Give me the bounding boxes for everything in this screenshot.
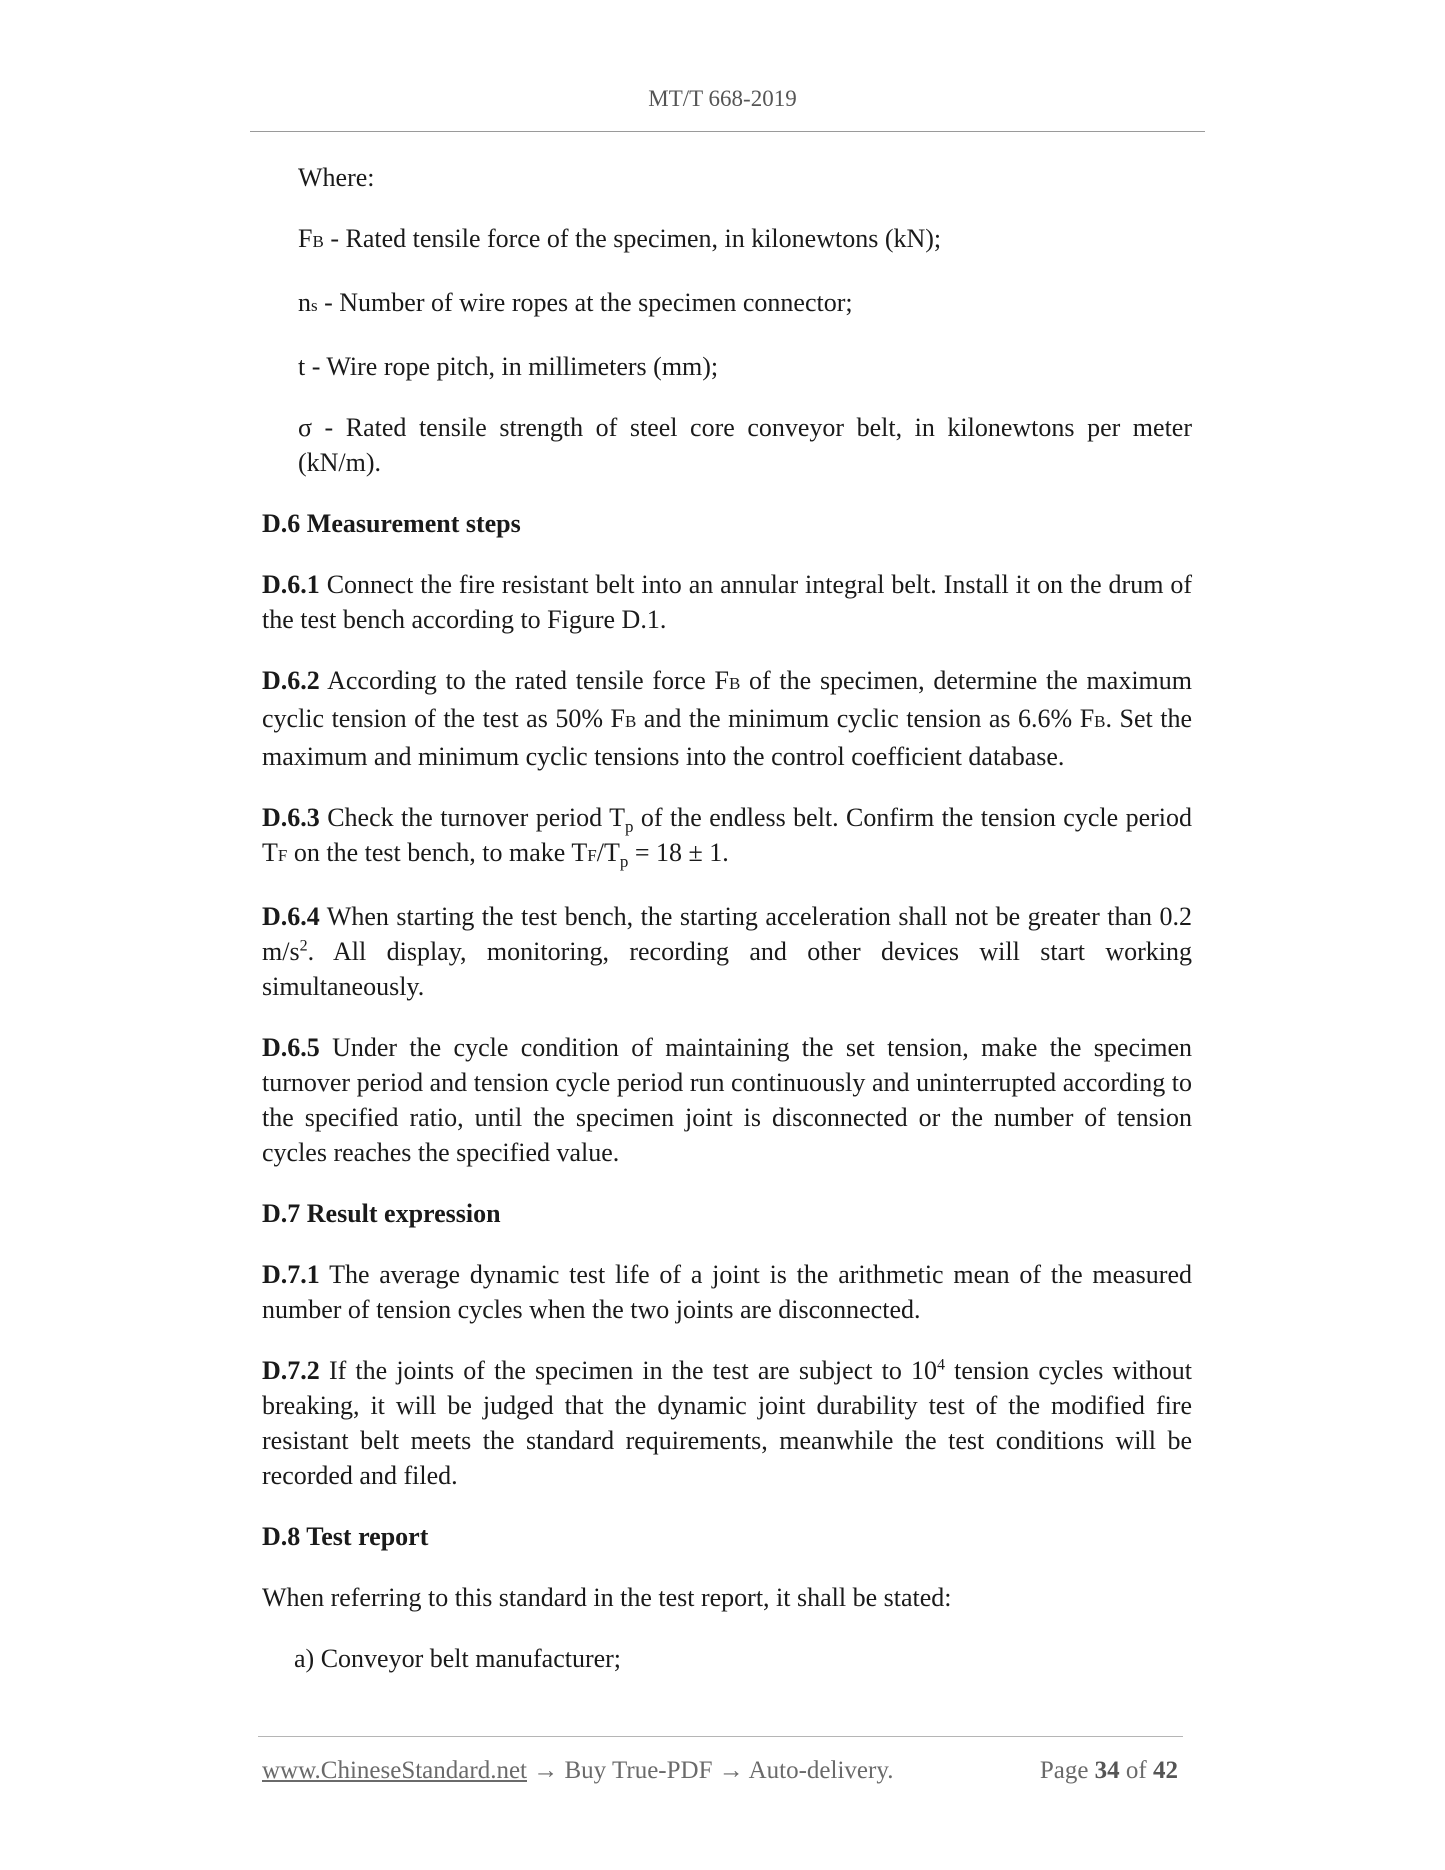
definition-sigma: σ - Rated tensile strength of steel core conveyor belt, in kilonewtons per meter (kN/m). bbox=[298, 413, 1192, 477]
ns-description: - Number of wire ropes at the specimen connector; bbox=[317, 288, 853, 317]
fb-description: - Rated tensile force of the specimen, in kilonewtons (kN); bbox=[323, 224, 942, 253]
clause-text: Connect the fire resistant belt into an annular integral belt. Install it on the drum of the test bench according to Figure D.1. bbox=[262, 570, 1192, 634]
page-footer bbox=[262, 1757, 1182, 1785]
header-divider bbox=[250, 131, 1205, 132]
where-label: Where: bbox=[298, 163, 375, 192]
fb-symbol: F bbox=[298, 224, 313, 253]
clause-number: D.6.5 bbox=[262, 1033, 320, 1062]
page-indicator: Page 34 of 42 bbox=[1039, 1757, 1178, 1784]
definition-fb bbox=[298, 221, 1192, 259]
report-item-a: a) Conveyor belt manufacturer; bbox=[294, 1644, 622, 1673]
clause-d71 bbox=[262, 1257, 1192, 1327]
definition-ns bbox=[298, 285, 1192, 323]
section-heading-d6: D.6 Measurement steps bbox=[262, 509, 521, 538]
total-pages: 42 bbox=[1153, 1757, 1178, 1784]
fb-subscript: B bbox=[312, 232, 324, 251]
definition-t: t - Wire rope pitch, in millimeters (mm); bbox=[298, 352, 719, 381]
clause-d62: D.6.2 According to the rated tensile force FB of the specimen, determine the maximum cyclic tension of the test as 50% FB and the minimum cyclic tension as 6.6% FB. Set the maximum and minimum cyclic tensions into the control coefficient database. bbox=[262, 666, 1192, 771]
clause-number: D.6.1 bbox=[262, 570, 320, 599]
section-heading-d7: D.7 Result expression bbox=[262, 1199, 501, 1228]
clause-number: D.6.3 bbox=[262, 803, 320, 832]
clause-number: D.6.4 bbox=[262, 902, 320, 931]
footer-divider bbox=[258, 1736, 1183, 1737]
clause-number: D.6.2 bbox=[262, 666, 320, 695]
clause-text: Under the cycle condition of maintaining the set tension, make the specimen turnover period and tension cycle period run continuously and uninterrupted according to the specified ratio, until the specimen joint is disconnected or the number of tension cycles reaches the specified value. bbox=[262, 1033, 1192, 1167]
footer-promo: → Buy True-PDF → Auto-delivery. bbox=[527, 1757, 894, 1784]
clause-number: D.7.1 bbox=[262, 1260, 320, 1289]
report-intro: When referring to this standard in the test report, it shall be stated: bbox=[262, 1583, 952, 1612]
clause-number: D.7.2 bbox=[262, 1356, 320, 1385]
page-header-title: MT/T 668-2019 bbox=[648, 86, 797, 111]
clause-d65 bbox=[262, 1030, 1192, 1170]
page-content bbox=[262, 160, 1192, 1702]
website-link[interactable]: www.ChineseStandard.net bbox=[262, 1757, 527, 1784]
ns-subscript: s bbox=[311, 296, 318, 315]
section-heading-d8: D.8 Test report bbox=[262, 1522, 429, 1551]
clause-d61 bbox=[262, 567, 1192, 637]
clause-text: The average dynamic test life of a joint is the arithmetic mean of the measured number of tension cycles when the two joints are disconnected. bbox=[262, 1260, 1192, 1324]
clause-d72: D.7.2 If the joints of the specimen in the test are subject to $10^4$ tension cycles without breaking, it will be judged that the dynamic joint durability test of the modified fire resistant belt meets the standard requirements, meanwhile the test conditions will be recorded and filed. bbox=[262, 1356, 1193, 1490]
ns-symbol: n bbox=[298, 288, 311, 317]
clause-d64: D.6.4 When starting the test bench, the starting acceleration shall not be greater than 0.2 $m/s^2$. All display, monitoring, recording and other devices will start working simultaneously. bbox=[262, 902, 1192, 1001]
current-page: 34 bbox=[1094, 1757, 1120, 1784]
clause-d63: D.6.3 Check the turnover period $T_p$ of the endless belt. Confirm the tension cycle period TF on the test bench, to make $TF/T_p = 18 \pm 1$. bbox=[262, 803, 1192, 872]
